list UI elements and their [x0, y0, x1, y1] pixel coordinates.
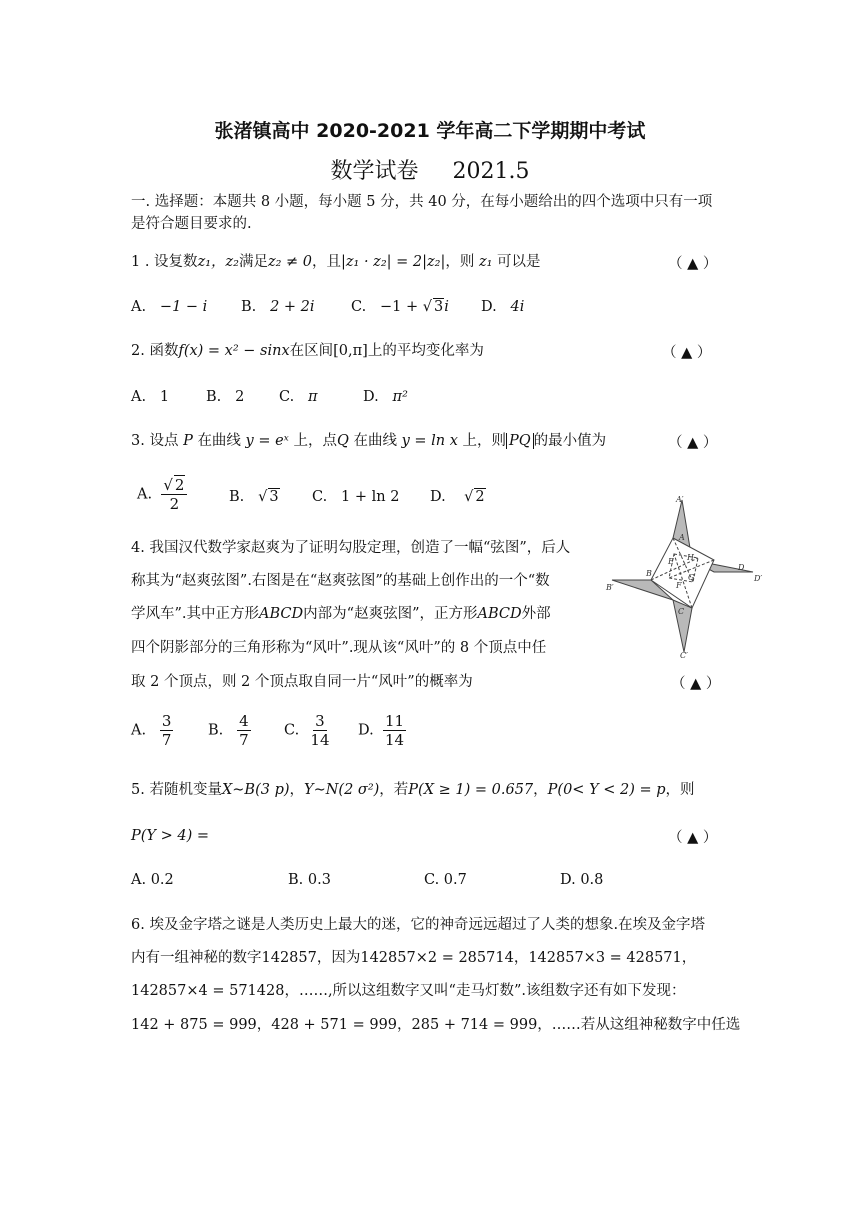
q3-option-d: D. √ 2: [430, 489, 485, 505]
answer-mark-q1: （ ▲ ）: [668, 256, 718, 272]
subject: 数学试卷: [330, 159, 419, 184]
label-c: C: [678, 607, 685, 616]
q2-option-c: C. π: [279, 389, 318, 405]
question-5-stem: 5. 若随机变量X∼B(3 p)，Y∼N(2 σ²)，若P(X ≥ 1) = 0.657，P(0< Y < 2) = p，则: [131, 782, 695, 798]
question-4-line5: 取 2 个顶点，则 2 个顶点取自同一片“风叶”的概率为: [131, 674, 473, 690]
q3-option-b: B. √ 3: [229, 489, 279, 505]
q2-option-a: A. 1: [131, 389, 170, 405]
question-6-line2: 内有一组神秘的数字142857，因为142857×2 = 285714，142857×3 = 428571，: [131, 950, 697, 966]
math-windmill-figure: [602, 490, 768, 660]
question-4-line4: 四个阴影部分的三角形称为“风叶”.现从该“风叶”的 8 个顶点中任: [131, 640, 547, 656]
label-b-prime: B′: [606, 583, 614, 592]
label-d-prime: D′: [754, 574, 763, 583]
question-4-line1: 4. 我国汉代数学家赵爽为了证明勾股定理，创造了一幅“弦图”，后人: [131, 540, 571, 556]
q1-option-c: C. −1 + √ 3i: [351, 299, 449, 315]
question-6-line1: 6. 埃及金字塔之谜是人类历史上最大的迷，它的神奇远远超过了人类的想象.在埃及金字塔: [131, 917, 706, 933]
answer-mark-q3: （ ▲ ）: [668, 435, 718, 451]
label-f: F: [676, 581, 682, 590]
question-6-line4: 142 + 875 = 999，428 + 571 = 999，285 + 714 = 999，……若从这组神秘数字中任选: [131, 1017, 741, 1033]
answer-mark-q5: （ ▲ ）: [668, 830, 718, 846]
question-3-stem: 3. 设点 P 在曲线 y = eˣ 上，点Q 在曲线 y = ln x 上，则 PQ 的最小值为: [131, 433, 607, 449]
question-4-line3: 学风车”.其中正方形ABCD内部为“赵爽弦图”，正方形ABCD外部: [131, 606, 551, 622]
answer-mark-q2: （ ▲ ）: [662, 345, 712, 361]
q4-option-d: D. $\frac{11}{14}$: [358, 712, 405, 749]
answer-mark-q4: （ ▲ ）: [671, 676, 721, 692]
square-abcd: [651, 538, 714, 608]
question-6-line3: 142857×4 = 571428，……,所以这组数字又叫“走马灯数”.该组数字还有如下发现：: [131, 983, 686, 999]
q5-option-d: D. 0.8: [560, 872, 604, 888]
question-4-line2: 称其为“赵爽弦图”.右图是在“赵爽弦图”的基础上创作出的一个“数: [131, 573, 550, 589]
exam-date: 2021.5: [452, 159, 530, 184]
exam-subtitle: [0, 154, 860, 185]
label-d: D: [738, 563, 745, 572]
label-h: H: [687, 553, 694, 562]
question-1-stem: 1 . 设复数z₁，z₂满足z₂ ≠ 0，且|z₁ · z₂| = 2|z₂|，则 z₁ 可以是: [131, 254, 541, 270]
q1-option-d: D. 4i: [481, 299, 525, 315]
label-c-prime: C′: [680, 651, 688, 660]
question-2-stem: 2. 函数f(x) = x² − sinx在区间[0,π]上的平均变化率为: [131, 343, 484, 359]
section-instruction-line2: 是符合题目要求的.: [131, 216, 252, 232]
q4-option-a: A. $\frac{3}{7}$: [131, 712, 172, 749]
q5-option-a: A. 0.2: [131, 872, 174, 888]
q2-option-d: D. π²: [363, 389, 408, 405]
q5-option-b: B. 0.3: [288, 872, 331, 888]
q3-option-a: A. $\frac{√ 2}{2}$: [137, 476, 187, 513]
q1-option-b: B. 2 + 2i: [241, 299, 315, 315]
label-b: B: [646, 569, 652, 578]
label-a: A: [679, 533, 685, 542]
question-5-line2: P(Y > 4) =: [131, 828, 209, 844]
q4-option-b: B. $\frac{4}{7}$: [208, 712, 249, 749]
q3-option-c: C. 1 + ln 2: [312, 489, 400, 505]
q2-option-b: B. 2: [206, 389, 245, 405]
label-a-prime: A′: [676, 495, 684, 504]
section-instruction-line1: 一. 选择题：本题共 8 小题，每小题 5 分，共 40 分，在每小题给出的四个选项中只有一项: [131, 194, 713, 210]
label-g: G: [688, 573, 695, 582]
q4-option-c: C. $\frac{3}{14}$: [284, 712, 330, 749]
label-e: E: [668, 557, 674, 566]
q1-option-a: A. −1 − i: [131, 299, 208, 315]
exam-title: 张渚镇高中 2020-2021 学年高二下学期期中考试: [214, 120, 646, 142]
q5-option-c: C. 0.7: [424, 872, 467, 888]
